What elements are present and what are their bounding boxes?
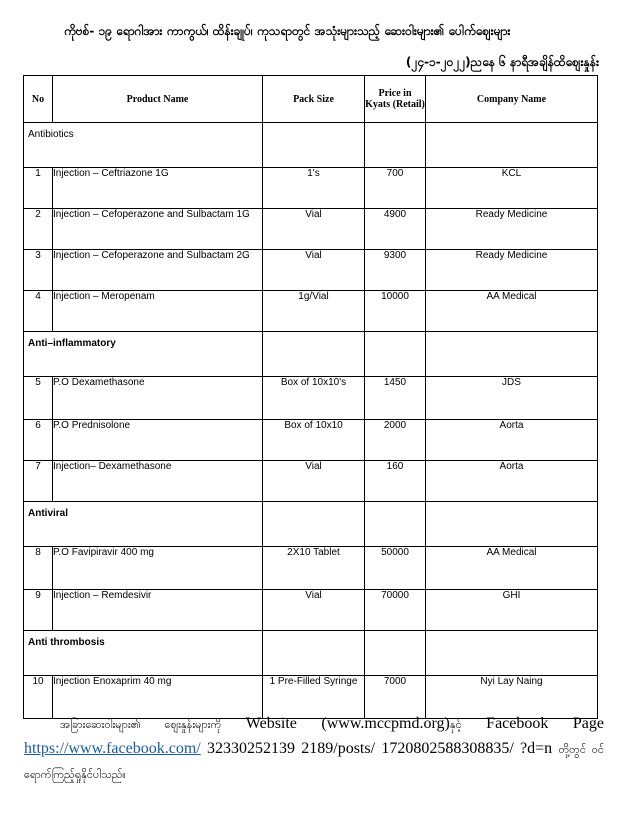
- row-number: 2: [24, 209, 53, 250]
- page-title: ကိုဗစ်- ၁၉ ရောဂါအား ကာကွယ်၊ ထိန်းချုပ်၊ ကုသရာတွင် အသုံးများသည့် ဆေးဝါးများ၏ ပေါက်ဈေးများ: [64, 24, 511, 38]
- footer-text-2: နှင့်: [449, 718, 462, 731]
- product-name: P.O Prednisolone: [53, 420, 263, 461]
- facebook-link[interactable]: https://www.facebook.com/: [24, 740, 201, 757]
- table-row: [24, 461, 598, 502]
- category-row-anti-inflammatory: [24, 332, 598, 377]
- company-name: KCL: [426, 168, 598, 209]
- pack-size: Vial: [263, 209, 365, 250]
- row-number: 9: [24, 590, 53, 631]
- empty-cell: [365, 123, 426, 168]
- product-name: Injection – Cefoperazone and Sulbactam 1G: [53, 209, 263, 250]
- company-name: Ready Medicine: [426, 250, 598, 291]
- empty-cell: [263, 123, 365, 168]
- pack-size: Vial: [263, 250, 365, 291]
- price: 700: [365, 168, 426, 209]
- footer-note: [24, 712, 604, 787]
- row-number: 4: [24, 291, 53, 332]
- company-name: Ready Medicine: [426, 209, 598, 250]
- facebook-link-rest: 32330252139 2189/posts/ 1720802588308835/ ?d=n: [206, 740, 553, 757]
- table-row: [24, 250, 598, 291]
- row-number: 7: [24, 461, 53, 502]
- price: 9300: [365, 250, 426, 291]
- product-name: Injection – Remdesivir: [53, 590, 263, 631]
- row-number: 5: [24, 377, 53, 420]
- footer-facebook-label: Facebook Page: [486, 715, 604, 732]
- row-number: 10: [24, 676, 53, 719]
- empty-cell: [426, 631, 598, 676]
- footer-website[interactable]: Website (www.mccpmd.org): [245, 715, 450, 732]
- pack-size: 1's: [263, 168, 365, 209]
- product-name: Injection Enoxaprim 40 mg: [53, 676, 263, 719]
- pack-size: 2X10 Tablet: [263, 547, 365, 590]
- company-name: Aorta: [426, 420, 598, 461]
- company-name: GHI: [426, 590, 598, 631]
- column-header-company: Company Name: [426, 76, 598, 123]
- category-label: Anti–inflammatory: [24, 332, 263, 377]
- pack-size: Box of 10x10's: [263, 377, 365, 420]
- category-row-anti-thrombosis: [24, 631, 598, 676]
- empty-cell: [263, 332, 365, 377]
- price: 10000: [365, 291, 426, 332]
- price: 4900: [365, 209, 426, 250]
- price: 1450: [365, 377, 426, 420]
- product-name: Injection – Meropenam: [53, 291, 263, 332]
- pack-size: Vial: [263, 590, 365, 631]
- company-name: AA Medical: [426, 547, 598, 590]
- column-header-pack-size: Pack Size: [263, 76, 365, 123]
- company-name: Nyi Lay Naing: [426, 676, 598, 719]
- row-number: 6: [24, 420, 53, 461]
- product-name: P.O Favipiravir 400 mg: [53, 547, 263, 590]
- price: 160: [365, 461, 426, 502]
- product-name: P.O Dexamethasone: [53, 377, 263, 420]
- product-name: Injection – Cefoperazone and Sulbactam 2G: [53, 250, 263, 291]
- table-row: [24, 547, 598, 590]
- price: 70000: [365, 590, 426, 631]
- category-row-antibiotics: [24, 123, 598, 168]
- row-number: 8: [24, 547, 53, 590]
- category-label: Anti thrombosis: [24, 631, 263, 676]
- category-label: Antibiotics: [24, 123, 263, 168]
- price: 7000: [365, 676, 426, 719]
- category-row-antiviral: [24, 502, 598, 547]
- empty-cell: [365, 502, 426, 547]
- table-row: [24, 168, 598, 209]
- company-name: Aorta: [426, 461, 598, 502]
- pack-size: Box of 10x10: [263, 420, 365, 461]
- column-header-no: No: [24, 76, 53, 123]
- row-number: 1: [24, 168, 53, 209]
- pack-size: Vial: [263, 461, 365, 502]
- company-name: AA Medical: [426, 291, 598, 332]
- pack-size: 1g/Vial: [263, 291, 365, 332]
- empty-cell: [426, 502, 598, 547]
- column-header-product-name: Product Name: [53, 76, 263, 123]
- column-header-price: Price in Kyats (Retail): [365, 76, 426, 123]
- product-name: Injection – Ceftriazone 1G: [53, 168, 263, 209]
- category-label: Antiviral: [24, 502, 263, 547]
- row-number: 3: [24, 250, 53, 291]
- empty-cell: [426, 123, 598, 168]
- empty-cell: [263, 631, 365, 676]
- table-row: [24, 291, 598, 332]
- page-subtitle-date: (၂၄-၁-၂၀၂၂)ညနေ ၆ နာရီအချိန်ထိဈေးနှုန်း: [405, 55, 599, 69]
- table-header-row: [24, 76, 598, 123]
- pack-size: 1 Pre-Filled Syringe: [263, 676, 365, 719]
- empty-cell: [263, 502, 365, 547]
- table-row: [24, 377, 598, 420]
- price-table: [23, 75, 598, 719]
- table-row: [24, 209, 598, 250]
- table-row: [24, 420, 598, 461]
- empty-cell: [365, 631, 426, 676]
- empty-cell: [426, 332, 598, 377]
- price: 2000: [365, 420, 426, 461]
- company-name: JDS: [426, 377, 598, 420]
- empty-cell: [365, 332, 426, 377]
- price: 50000: [365, 547, 426, 590]
- product-name: Injection– Dexamethasone: [53, 461, 263, 502]
- table-row: [24, 590, 598, 631]
- footer-text-1: အခြားဆေးဝါးများ၏ ဈေးနှုန်းများကို: [60, 718, 222, 731]
- footer-text-3: တို့တွင် ဝင်ရောက်ကြည့်ရှုနိုင်ပါသည်။: [24, 743, 605, 781]
